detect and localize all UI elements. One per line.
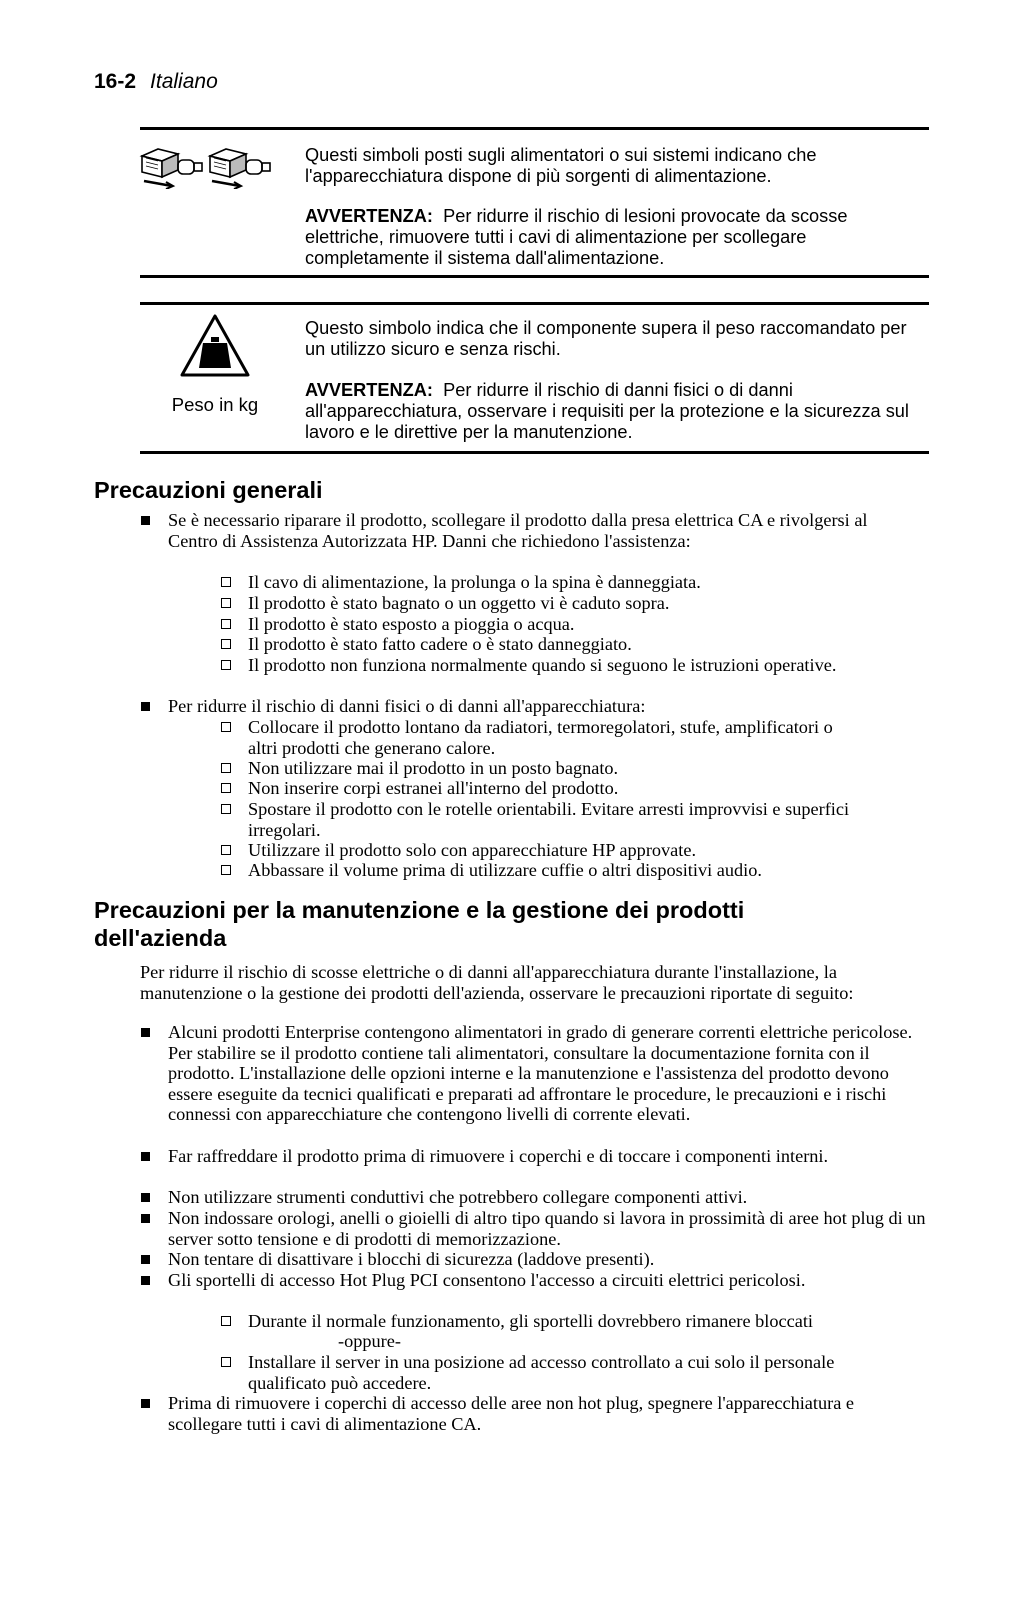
- notice-top-rule: [140, 302, 929, 305]
- checkbox-bullet-icon: [221, 763, 231, 773]
- bullet-icon: [141, 1028, 150, 1037]
- checkbox-bullet-icon: [221, 1357, 231, 1367]
- weight-icon-label: Peso in kg: [171, 394, 259, 415]
- bullet-icon: [141, 702, 150, 711]
- power-notice-description: Questi simboli posti sugli alimentatori o sui sistemi indicano che l'apparecchiatura dispone di più sorgenti di alimentazione.: [305, 145, 817, 186]
- sub-list-item: Utilizzare il prodotto solo con apparecchiature HP approvate.: [248, 840, 697, 860]
- page-header: [94, 70, 218, 94]
- warning-label: AVVERTENZA:: [305, 206, 433, 226]
- list-item: Non indossare orologi, anelli o gioielli di altro tipo quando si lavora in prossimità di aree hot plug di un server sotto tensione e di prodotti di memorizzazione.: [168, 1208, 926, 1249]
- checkbox-bullet-icon: [221, 577, 231, 587]
- multiple-power-supply-icon: [138, 143, 278, 194]
- list-item: Far raffreddare il prodotto prima di rimuovere i coperchi e di toccare i componenti interni.: [168, 1146, 829, 1166]
- checkbox-bullet-icon: [221, 639, 231, 649]
- section-heading-enterprise: Precauzioni per la manutenzione e la gestione dei prodotti dell'azienda: [94, 897, 745, 951]
- warning-text: Per ridurre il rischio di danni fisici o di danni all'apparecchiatura, osservare i requisiti per la protezione e la sicurezza sul lavoro e le direttive per la manutenzione.: [305, 380, 909, 442]
- sub-list-item: Spostare il prodotto con le rotelle orientabili. Evitare arresti improvvisi e superfici irregolari.: [248, 799, 850, 840]
- warning-text: Per ridurre il rischio di lesioni provocate da scosse elettriche, rimuovere tutti i cavi di alimentazione per scollegare completamente il sistema dall'alimentazione.: [305, 206, 848, 268]
- section-heading-general: Precauzioni generali: [94, 477, 323, 503]
- checkbox-bullet-icon: [221, 660, 231, 670]
- sub-list-item: Collocare il prodotto lontano da radiatori, termoregolatori, stufe, amplificatori o altri prodotti che generano calore.: [248, 717, 833, 758]
- bullet-icon: [141, 516, 150, 525]
- checkbox-bullet-icon: [221, 1316, 231, 1326]
- bullet-icon: [141, 1152, 150, 1161]
- intro-paragraph: Per ridurre il rischio di scosse elettriche o di danni all'apparecchiatura durante l'installazione, la manutenzione o la gestione dei prodotti dell'azienda, osservare le precauzioni riportate di seguito:: [140, 962, 854, 1003]
- list-item: Prima di rimuovere i coperchi di accesso delle aree non hot plug, spegnere l'apparecchiatura e scollegare tutti i cavi di alimentazione CA.: [168, 1393, 855, 1434]
- notice-top-rule: [140, 127, 929, 130]
- checkbox-bullet-icon: [221, 783, 231, 793]
- checkbox-bullet-icon: [221, 845, 231, 855]
- list-item: Se è necessario riparare il prodotto, scollegare il prodotto dalla presa elettrica CA e rivolgersi al Centro di Assistenza Autorizzata HP. Danni che richiedono l'assistenza:: [168, 510, 868, 551]
- sub-list-item: Non utilizzare mai il prodotto in un posto bagnato.: [248, 758, 619, 778]
- checkbox-bullet-icon: [221, 619, 231, 629]
- bullet-icon: [141, 1255, 150, 1264]
- sub-list-item: Installare il server in una posizione ad accesso controllato a cui solo il personale qualificato può accedere.: [248, 1352, 835, 1393]
- section-name: Italiano: [150, 70, 218, 93]
- or-separator: -oppure-: [338, 1331, 401, 1351]
- heavy-weight-warning-icon: [179, 313, 251, 384]
- sub-list-item: Il prodotto non funziona normalmente quando si seguono le istruzioni operative.: [248, 655, 837, 675]
- list-item: Gli sportelli di accesso Hot Plug PCI consentono l'accesso a circuiti elettrici pericolosi.: [168, 1270, 806, 1290]
- checkbox-bullet-icon: [221, 722, 231, 732]
- notice-bottom-rule: [140, 451, 929, 454]
- sub-list-item: Non inserire corpi estranei all'interno del prodotto.: [248, 778, 619, 798]
- sub-list-item: Il prodotto è stato fatto cadere o è stato danneggiato.: [248, 634, 632, 654]
- list-item: Non tentare di disattivare i blocchi di sicurezza (laddove presenti).: [168, 1249, 655, 1269]
- sub-list-item: Durante il normale funzionamento, gli sportelli dovrebbero rimanere bloccati: [248, 1311, 813, 1331]
- sub-list-item: Abbassare il volume prima di utilizzare cuffie o altri dispositivi audio.: [248, 860, 762, 880]
- checkbox-bullet-icon: [221, 804, 231, 814]
- page-number: 16-2: [94, 70, 137, 93]
- checkbox-bullet-icon: [221, 598, 231, 608]
- warning-label: AVVERTENZA:: [305, 380, 433, 400]
- list-item: Per ridurre il rischio di danni fisici o di danni all'apparecchiatura:: [168, 696, 646, 716]
- power-notice-warning: [305, 206, 925, 269]
- list-item: Non utilizzare strumenti conduttivi che potrebbero collegare componenti attivi.: [168, 1187, 748, 1207]
- bullet-icon: [141, 1214, 150, 1223]
- weight-notice-warning: [305, 380, 925, 443]
- bullet-icon: [141, 1276, 150, 1285]
- weight-notice-description: Questo simbolo indica che il componente supera il peso raccomandato per un utilizzo sicuro e senza rischi.: [305, 318, 907, 359]
- sub-list-item: Il prodotto è stato bagnato o un oggetto vi è caduto sopra.: [248, 593, 670, 613]
- bullet-icon: [141, 1193, 150, 1202]
- checkbox-bullet-icon: [221, 865, 231, 875]
- sub-list-item: Il cavo di alimentazione, la prolunga o la spina è danneggiata.: [248, 572, 701, 592]
- list-item: Alcuni prodotti Enterprise contengono alimentatori in grado di generare correnti elettriche pericolose. Per stabilire se il prodotto contiene tali alimentatori, consultare la documentazione fornita con il prodotto. L'installazione delle opzioni interne e la manutenzione e l'assistenza del prodotto devono essere eseguite da tecnici qualificati e preparati ad affrontare le procedure, le precauzioni e i rischi connessi con apparecchiature che contengono livelli di corrente elevati.: [168, 1022, 913, 1125]
- bullet-icon: [141, 1399, 150, 1408]
- sub-list-item: Il prodotto è stato esposto a pioggia o acqua.: [248, 614, 575, 634]
- notice-bottom-rule: [140, 275, 929, 278]
